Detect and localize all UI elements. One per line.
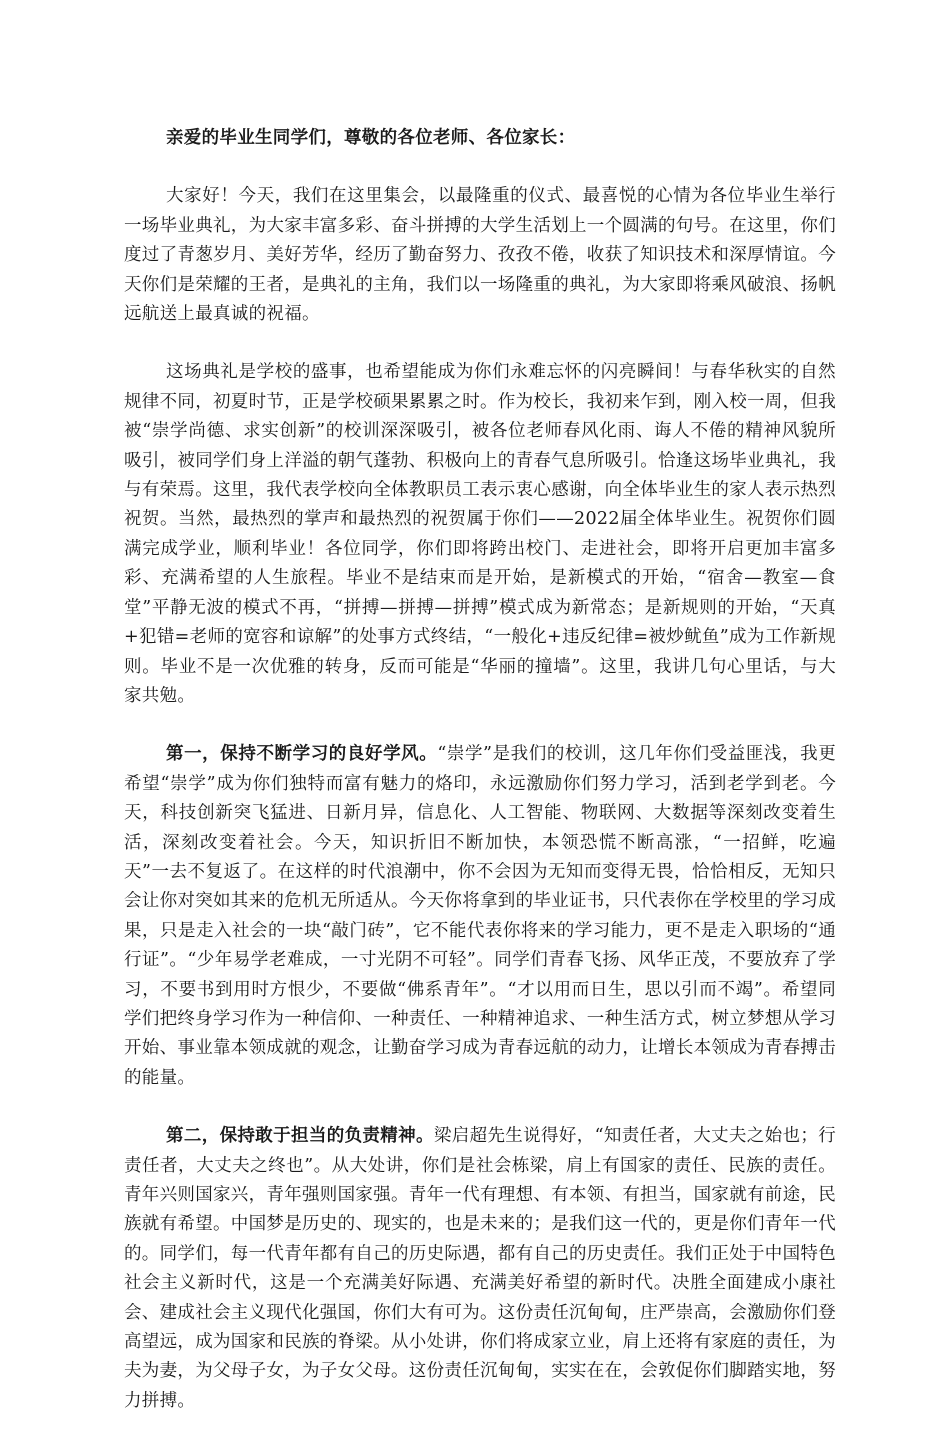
salutation: 亲爱的毕业生同学们，尊敬的各位老师、各位家长：	[166, 128, 576, 148]
paragraph-text: 这场典礼是学校的盛事，也希望能成为你们永难忘怀的闪亮瞬间！与春华秋实的自然规律不同，初夏时节，正是学校硕果累累之时。作为校长，我初来乍到，刚入校一周，但我被“崇学尚德、求实创新”的校训深深吸引，被各位老师春风化雨、诲人不倦的精神风貌所吸引，被同学们身上洋溢的朝气蓬勃、积极向上的青春气息所吸引。恰逢这场毕业典礼，我与有荣焉。这里，我代表学校向全体教职员工表示衷心感谢，向全体毕业生的家人表示热烈祝贺。当然，最热烈的掌声和最热烈的祝贺属于你们——2022届全体毕业生。祝贺你们圆满完成学业，顺利毕业！各位同学，你们即将跨出校门、走进社会，即将开启更加丰富多彩、充满希望的人生旅程。毕业不是结束而是开始，是新模式的开始，“宿舍—教室—食堂”平静无波的模式不再，“拼搏—拼搏—拼搏”模式成为新常态；是新规则的开始，“天真+犯错=老师的宽容和谅解”的处事方式终结，“一般化+违反纪律=被炒鱿鱼”成为工作新规则。毕业不是一次优雅的转身，反而可能是“华丽的撞墙”。这里，我讲几句心里话，与大家共勉。	[124, 362, 836, 706]
paragraph-second-point	[124, 1122, 836, 1416]
paragraph-text: “崇学”是我们的校训，这几年你们受益匪浅，我更希望“崇学”成为你们独特而富有魅力的烙印，永远激励你们努力学习，活到老学到老。今天，科技创新突飞猛进、日新月异，信息化、人工智能、物联网、大数据等深刻改变着生活，深刻改变着社会。今天，知识折旧不断加快，本领恐慌不断高涨，“一招鲜，吃遍天”一去不复返了。在这样的时代浪潮中，你不会因为无知而变得无畏，恰恰相反，无知只会让你对突如其来的危机无所适从。今天你将拿到的毕业证书，只代表你在学校里的学习成果，只是走入社会的一块“敲门砖”，它不能代表你将来的学习能力，更不是走入职场的“通行证”。“少年易学老难成，一寸光阴不可轻”。同学们青春飞扬、风华正茂，不要放弃了学习，不要书到用时方恨少，不要做“佛系青年”。“才以用而日生，思以引而不竭”。希望同学们把终身学习作为一种信仰、一种责任、一种精神追求、一种生活方式，树立梦想从学习开始、事业靠本领成就的观念，让勤奋学习成为青春远航的动力，让增长本领成为青春搏击的能量。	[124, 744, 836, 1088]
paragraph-lead: 第二，保持敢于担当的负责精神。	[166, 1126, 434, 1147]
paragraph-first-point	[124, 740, 836, 1093]
paragraph-greeting	[124, 182, 836, 329]
paragraph-lead: 第一，保持不断学习的良好学风。	[166, 744, 438, 765]
paragraph-text: 大家好！今天，我们在这里集会，以最隆重的仪式、最喜悦的心情为各位毕业生举行一场毕业典礼，为大家丰富多彩、奋斗拼搏的大学生活划上一个圆满的句号。在这里，你们度过了青葱岁月、美好芳华，经历了勤奋努力、孜孜不倦，收获了知识技术和深厚情谊。今天你们是荣耀的王者，是典礼的主角，我们以一场隆重的典礼，为大家即将乘风破浪、扬帆远航送上最真诚的祝福。	[124, 186, 836, 325]
paragraph-text: 梁启超先生说得好，“知责任者，大丈夫之始也；行责任者，大丈夫之终也”。从大处讲，你们是社会栋梁，肩上有国家的责任、民族的责任。青年兴则国家兴，青年强则国家强。青年一代有理想、有本领、有担当，国家就有前途，民族就有希望。中国梦是历史的、现实的，也是未来的；是我们这一代的，更是你们青年一代的。同学们，每一代青年都有自己的历史际遇，都有自己的历史责任。我们正处于中国特色社会主义新时代，这是一个充满美好际遇、充满美好希望的新时代。决胜全面建成小康社会、建成社会主义现代化强国，你们大有可为。这份责任沉甸甸，庄严崇高，会激励你们登高望远，成为国家和民族的脊梁。从小处讲，你们将成家立业，肩上还将有家庭的责任，为夫为妻，为父母子女，为子女父母。这份责任沉甸甸，实实在在，会敦促你们脚踏实地，努力拼搏。	[124, 1126, 836, 1411]
document-page	[124, 124, 836, 1445]
paragraph-ceremony	[124, 358, 836, 711]
